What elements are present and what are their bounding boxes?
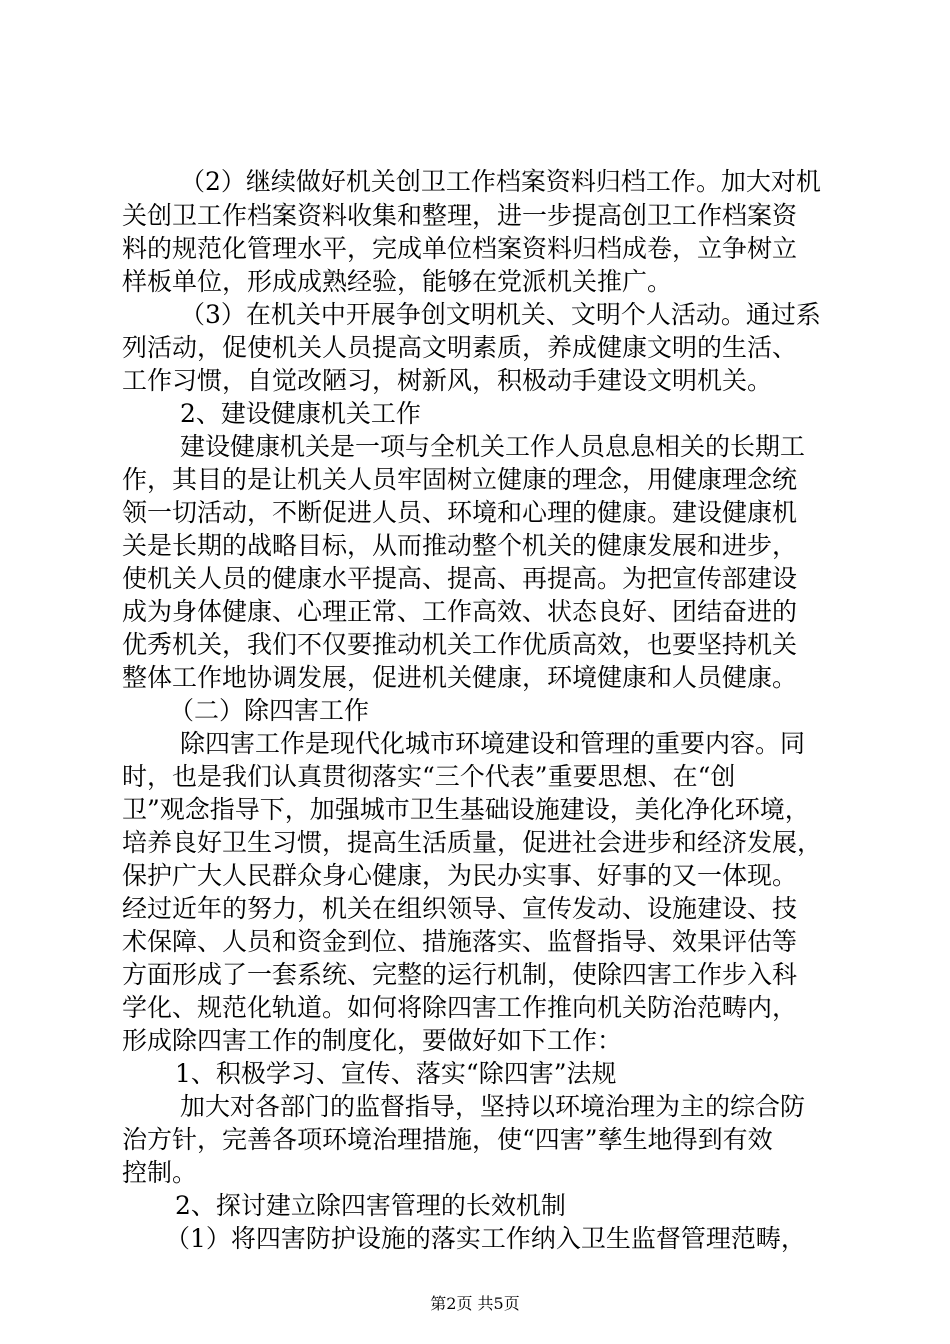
- body-line: 关创卫工作档案资料收集和整理，进一步提高创卫工作档案资: [122, 201, 798, 230]
- page-number-footer: 第2页 共5页: [430, 1294, 520, 1313]
- body-line: 卫”观念指导下，加强城市卫生基础设施建设，美化净化环境，: [122, 795, 810, 824]
- body-line: 方面形成了一套系统、完整的运行机制，使除四害工作步入科: [122, 960, 798, 989]
- body-line: 工作习惯，自觉改陋习，树新风，积极动手建设文明机关。: [122, 366, 773, 395]
- body-line: 形成除四害工作的制度化，要做好如下工作：: [122, 1026, 623, 1055]
- body-line: 建设健康机关是一项与全机关工作人员息息相关的长期工: [180, 432, 806, 461]
- body-line: 控制。: [122, 1158, 198, 1187]
- body-line: 保护广大人民群众身心健康，为民办实事、好事的又一体现。: [122, 861, 798, 890]
- body-line: 整体工作地协调发展，促进机关健康，环境健康和人员健康。: [122, 663, 798, 692]
- body-line: 优秀机关，我们不仅要推动机关工作优质高效，也要坚持机关: [122, 630, 798, 659]
- body-line: 关是长期的战略目标，从而推动整个机关的健康发展和进步，: [122, 531, 798, 560]
- body-line: （2）继续做好机关创卫工作档案资料归档工作。加大对机: [180, 167, 821, 196]
- body-line: 列活动，促使机关人员提高文明素质，养成健康文明的生活、: [122, 333, 798, 362]
- body-line: 除四害工作是现代化城市环境建设和管理的重要内容。同: [180, 729, 806, 758]
- body-line: 时，也是我们认真贯彻落实“三个代表”重要思想、在“创: [122, 762, 736, 791]
- body-line: 样板单位，形成成熟经验，能够在党派机关推广。: [122, 267, 673, 296]
- body-line: （3）在机关中开展争创文明机关、文明个人活动。通过系: [180, 300, 821, 329]
- body-line: （1）将四害防护设施的落实工作纳入卫生监督管理范畴，: [165, 1224, 806, 1253]
- section-heading: （二）除四害工作: [169, 696, 370, 725]
- section-heading: 1、积极学习、宣传、落实“除四害”法规: [175, 1059, 617, 1088]
- section-heading: 2、建设健康机关工作: [180, 399, 421, 428]
- body-line: 使机关人员的健康水平提高、提高、再提高。为把宣传部建设: [122, 564, 798, 593]
- body-line: 料的规范化管理水平，完成单位档案资料归档成卷，立争树立: [122, 234, 798, 263]
- body-line: 治方针，完善各项环境治理措施，使“四害”孳生地得到有效: [122, 1125, 773, 1154]
- body-line: 经过近年的努力，机关在组织领导、宣传发动、设施建设、技: [122, 894, 798, 923]
- body-line: 术保障、人员和资金到位、措施落实、监督指导、效果评估等: [122, 927, 798, 956]
- body-line: 作，其目的是让机关人员牢固树立健康的理念，用健康理念统: [122, 465, 798, 494]
- body-line: 培养良好卫生习惯，提高生活质量，促进社会进步和经济发展，: [122, 828, 823, 857]
- body-line: 加大对各部门的监督指导，坚持以环境治理为主的综合防: [180, 1092, 806, 1121]
- body-line: 学化、规范化轨道。如何将除四害工作推向机关防治范畴内，: [122, 993, 798, 1022]
- body-line: 领一切活动，不断促进人员、环境和心理的健康。建设健康机: [122, 498, 798, 527]
- body-line: 成为身体健康、心理正常、工作高效、状态良好、团结奋进的: [122, 597, 798, 626]
- section-heading: 2、探讨建立除四害管理的长效机制: [175, 1191, 566, 1220]
